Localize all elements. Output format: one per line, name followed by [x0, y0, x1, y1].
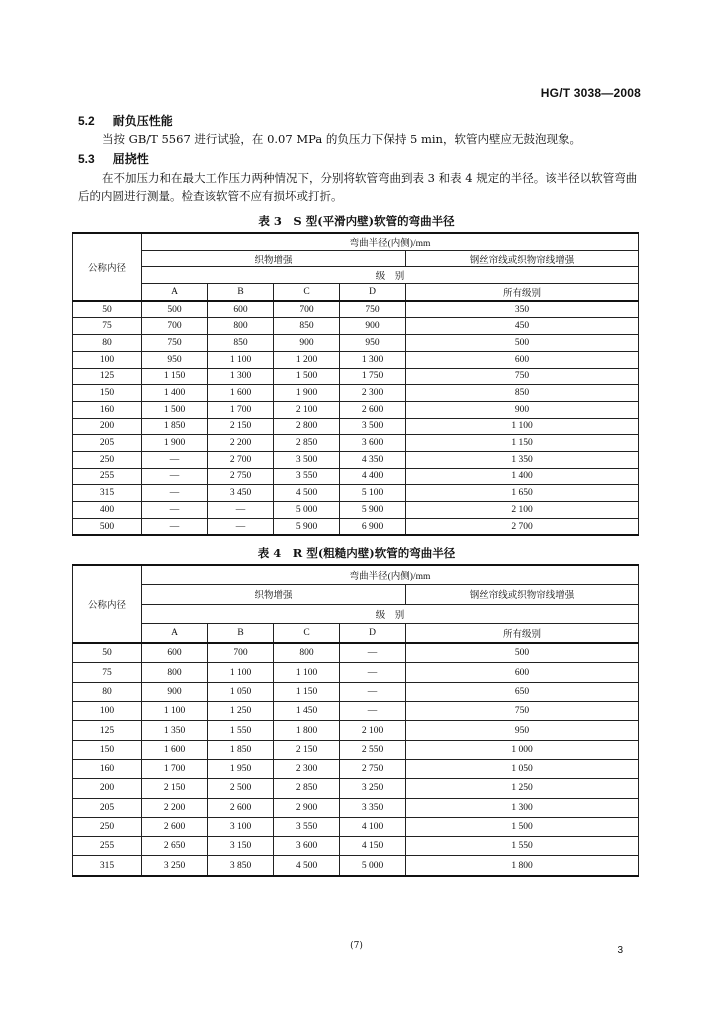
table-cell: 1 400 — [142, 385, 208, 402]
table-cell: — — [340, 663, 406, 682]
table-cell: 2 100 — [274, 401, 340, 418]
table-cell: 600 — [406, 351, 639, 368]
table-cell: 2 100 — [340, 721, 406, 740]
row-header-nominal: 160 — [73, 401, 142, 418]
table-cell: — — [142, 451, 208, 468]
table-cell: 1 500 — [274, 368, 340, 385]
table-row — [73, 485, 639, 502]
table-cell: 1 250 — [406, 779, 639, 798]
table-cell: 900 — [142, 682, 208, 701]
table-cell: 2 100 — [406, 502, 639, 519]
table-cell: 3 600 — [340, 435, 406, 452]
table-cell: 2 550 — [340, 740, 406, 759]
table-cell: 5 000 — [274, 502, 340, 519]
table-cell: 450 — [406, 318, 639, 335]
table-cell: 700 — [142, 318, 208, 335]
table-cell: 850 — [274, 318, 340, 335]
table-cell: 3 550 — [274, 468, 340, 485]
table-cell: 950 — [340, 335, 406, 352]
row-header-nominal: 50 — [73, 643, 142, 663]
row-header-nominal: 80 — [73, 682, 142, 701]
table-row — [73, 418, 639, 435]
section-5-3-text: 在不加压力和在最大工作压力两种情况下，分别将软管弯曲到表 3 和表 4 规定的半径。该半径以软管弯曲后的内圆进行测量。检查该软管不应有损坏或打折。 — [78, 171, 638, 203]
col-header-nominal: 公称内径 — [73, 233, 142, 301]
table-cell: — — [340, 643, 406, 663]
table-cell: 1 550 — [406, 837, 639, 856]
row-header-nominal: 150 — [73, 385, 142, 402]
table-cell: 1 500 — [406, 817, 639, 836]
table-row — [73, 502, 639, 519]
table3-caption: 表 3 S 型(平滑内壁)软管的弯曲半径 — [258, 214, 455, 228]
row-header-nominal: 150 — [73, 740, 142, 759]
page-number: 3 — [617, 945, 623, 956]
document-id: HG/T 3038—2008 — [540, 86, 641, 100]
col-header-grade-1: B — [208, 623, 274, 643]
table-cell: 2 200 — [142, 798, 208, 817]
col-header-textile: 织物增强 — [142, 585, 406, 604]
col-header-textile: 织物增强 — [142, 250, 406, 267]
table-cell: 2 600 — [208, 798, 274, 817]
table-cell: 600 — [208, 301, 274, 318]
table-cell: 800 — [274, 643, 340, 663]
table-cell: 2 700 — [208, 451, 274, 468]
table-row — [73, 335, 639, 352]
table-cell: 500 — [406, 335, 639, 352]
table-cell: 3 450 — [208, 485, 274, 502]
table-row — [73, 856, 639, 876]
row-header-nominal: 200 — [73, 779, 142, 798]
row-header-nominal: 315 — [73, 485, 142, 502]
table-cell: — — [142, 468, 208, 485]
table-row — [73, 451, 639, 468]
table-cell: 700 — [274, 301, 340, 318]
table-row — [73, 468, 639, 485]
section-5-2-heading — [78, 112, 173, 129]
table-row — [73, 368, 639, 385]
table-cell: 1 350 — [142, 721, 208, 740]
row-header-nominal: 250 — [73, 451, 142, 468]
row-header-nominal: 160 — [73, 759, 142, 778]
table-cell: 1 150 — [142, 368, 208, 385]
row-header-nominal: 205 — [73, 798, 142, 817]
table-row — [73, 702, 639, 721]
table-row — [73, 817, 639, 836]
table-cell: 600 — [142, 643, 208, 663]
table-cell: 1 000 — [406, 740, 639, 759]
table-cell: 1 900 — [142, 435, 208, 452]
col-header-grade-0: A — [142, 284, 208, 301]
section-5-2-text: 当按 GB/T 5567 进行试验，在 0.07 MPa 的负压力下保持 5 min，软管内壁应无鼓泡现象。 — [102, 132, 581, 146]
table-cell: 3 550 — [274, 817, 340, 836]
table-cell: — — [340, 702, 406, 721]
table-cell: 350 — [406, 301, 639, 318]
table-cell: 2 300 — [340, 385, 406, 402]
table-cell: 900 — [340, 318, 406, 335]
table-cell: 750 — [406, 702, 639, 721]
table-row — [73, 837, 639, 856]
row-header-nominal: 205 — [73, 435, 142, 452]
table-cell: 4 500 — [274, 485, 340, 502]
row-header-nominal: 50 — [73, 301, 142, 318]
table-cell: 850 — [208, 335, 274, 352]
table-cell: 2 800 — [274, 418, 340, 435]
table-cell: 2 150 — [142, 779, 208, 798]
table-cell: 1 850 — [208, 740, 274, 759]
table-row — [73, 740, 639, 759]
table-cell: 4 150 — [340, 837, 406, 856]
section-5-3-heading — [78, 150, 149, 167]
table-cell: 800 — [142, 663, 208, 682]
table-cell: 3 500 — [274, 451, 340, 468]
col-header-grade-0: A — [142, 623, 208, 643]
table-cell: 6 900 — [340, 518, 406, 535]
col-header-wire: 钢丝帘线或织物帘线增强 — [406, 585, 639, 604]
table-cell: 1 050 — [406, 759, 639, 778]
row-header-nominal: 100 — [73, 351, 142, 368]
table-cell: 1 900 — [274, 385, 340, 402]
table-cell: 950 — [406, 721, 639, 740]
table-row — [73, 643, 639, 663]
section-title: 耐负压性能 — [112, 114, 173, 128]
table-cell: 1 100 — [274, 663, 340, 682]
table-row — [73, 385, 639, 402]
table-cell: 750 — [142, 335, 208, 352]
table-cell: 4 500 — [274, 856, 340, 876]
table-cell: 1 450 — [274, 702, 340, 721]
table-cell: 5 100 — [340, 485, 406, 502]
table-cell: 1 150 — [274, 682, 340, 701]
table-cell: — — [142, 485, 208, 502]
table-cell: 3 500 — [340, 418, 406, 435]
page-marker: (7) — [350, 941, 363, 951]
table-cell: 1 750 — [340, 368, 406, 385]
table-row — [73, 682, 639, 701]
table-cell: 1 300 — [406, 798, 639, 817]
row-header-nominal: 125 — [73, 721, 142, 740]
row-header-nominal: 80 — [73, 335, 142, 352]
table-cell: 1 500 — [142, 401, 208, 418]
table-cell: 1 400 — [406, 468, 639, 485]
table-cell: 1 550 — [208, 721, 274, 740]
row-header-nominal: 200 — [73, 418, 142, 435]
table-cell: 2 900 — [274, 798, 340, 817]
table-cell: 1 100 — [406, 418, 639, 435]
table-cell: 3 250 — [340, 779, 406, 798]
table-cell: 1 200 — [274, 351, 340, 368]
col-header-grade: 级 别 — [142, 267, 639, 284]
col-header-grade-3: D — [340, 623, 406, 643]
table3 — [72, 232, 639, 536]
section-number: 5.3 — [78, 152, 95, 166]
table-cell: 3 350 — [340, 798, 406, 817]
table-cell: 1 850 — [142, 418, 208, 435]
table-cell: 1 350 — [406, 451, 639, 468]
table-cell: 800 — [208, 318, 274, 335]
table-cell: — — [142, 502, 208, 519]
table-row — [73, 351, 639, 368]
row-header-nominal: 315 — [73, 856, 142, 876]
row-header-nominal: 100 — [73, 702, 142, 721]
table-row — [73, 401, 639, 418]
table-cell: 2 600 — [142, 817, 208, 836]
table-cell: 1 800 — [406, 856, 639, 876]
table-cell: 750 — [406, 368, 639, 385]
table-cell: 2 750 — [340, 759, 406, 778]
table-cell: 2 150 — [208, 418, 274, 435]
table-cell: 1 300 — [340, 351, 406, 368]
table-cell: — — [340, 682, 406, 701]
table-cell: 1 700 — [208, 401, 274, 418]
row-header-nominal: 400 — [73, 502, 142, 519]
table-cell: 2 850 — [274, 435, 340, 452]
col-header-grade: 级 别 — [142, 604, 639, 623]
table-cell: 2 500 — [208, 779, 274, 798]
table-cell: 2 600 — [340, 401, 406, 418]
col-header-radius: 弯曲半径(内侧)/mm — [142, 233, 639, 250]
row-header-nominal: 250 — [73, 817, 142, 836]
table-cell: 3 100 — [208, 817, 274, 836]
table-row — [73, 301, 639, 318]
table-cell: 650 — [406, 682, 639, 701]
col-header-grade-2: C — [274, 623, 340, 643]
table-row — [73, 798, 639, 817]
table-cell: 1 300 — [208, 368, 274, 385]
table-cell: 500 — [406, 643, 639, 663]
table-cell: 850 — [406, 385, 639, 402]
row-header-nominal: 125 — [73, 368, 142, 385]
table-cell: 2 850 — [274, 779, 340, 798]
table-cell: 1 100 — [142, 702, 208, 721]
table-row — [73, 318, 639, 335]
col-header-grade-3: D — [340, 284, 406, 301]
table-cell: 2 750 — [208, 468, 274, 485]
col-header-wire: 钢丝帘线或织物帘线增强 — [406, 250, 639, 267]
table-cell: 5 000 — [340, 856, 406, 876]
row-header-nominal: 500 — [73, 518, 142, 535]
table-cell: 1 800 — [274, 721, 340, 740]
table-row — [73, 779, 639, 798]
table-cell: 1 150 — [406, 435, 639, 452]
table-cell: 4 100 — [340, 817, 406, 836]
table-cell: 700 — [208, 643, 274, 663]
col-header-grade-1: B — [208, 284, 274, 301]
table-cell: 1 600 — [142, 740, 208, 759]
table-cell: 2 200 — [208, 435, 274, 452]
table-cell: — — [208, 502, 274, 519]
row-header-nominal: 75 — [73, 318, 142, 335]
table-cell: 1 700 — [142, 759, 208, 778]
table-cell: 900 — [406, 401, 639, 418]
table-cell: 3 250 — [142, 856, 208, 876]
col-header-nominal: 公称内径 — [73, 565, 142, 643]
col-header-grade-2: C — [274, 284, 340, 301]
table-cell: — — [142, 518, 208, 535]
table-cell: 1 100 — [208, 351, 274, 368]
table4 — [72, 564, 639, 877]
col-header-grade-4: 所有级别 — [406, 623, 639, 643]
row-header-nominal: 255 — [73, 837, 142, 856]
table-row — [73, 518, 639, 535]
table-cell: 1 100 — [208, 663, 274, 682]
table-row — [73, 759, 639, 778]
table-cell: 3 850 — [208, 856, 274, 876]
section-number: 5.2 — [78, 114, 95, 128]
table-row — [73, 721, 639, 740]
section-title: 屈挠性 — [112, 152, 149, 166]
col-header-grade-4: 所有级别 — [406, 284, 639, 301]
table-cell: 2 700 — [406, 518, 639, 535]
table-cell: 3 150 — [208, 837, 274, 856]
table-cell: 950 — [142, 351, 208, 368]
table-cell: 4 400 — [340, 468, 406, 485]
table-cell: 2 150 — [274, 740, 340, 759]
table-cell: 5 900 — [274, 518, 340, 535]
table4-caption: 表 4 R 型(粗糙内壁)软管的弯曲半径 — [257, 546, 456, 560]
table-cell: 4 350 — [340, 451, 406, 468]
table-cell: 750 — [340, 301, 406, 318]
table-cell: 600 — [406, 663, 639, 682]
table-cell: 1 950 — [208, 759, 274, 778]
row-header-nominal: 255 — [73, 468, 142, 485]
table-row — [73, 435, 639, 452]
row-header-nominal: 75 — [73, 663, 142, 682]
table-cell: 1 650 — [406, 485, 639, 502]
table-cell: 1 050 — [208, 682, 274, 701]
table-cell: 1 600 — [208, 385, 274, 402]
table-cell: 5 900 — [340, 502, 406, 519]
table-cell: 500 — [142, 301, 208, 318]
table-cell: 1 250 — [208, 702, 274, 721]
table-cell: 2 650 — [142, 837, 208, 856]
table-row — [73, 663, 639, 682]
col-header-radius: 弯曲半径(内侧)/mm — [142, 565, 639, 585]
table-cell: 2 300 — [274, 759, 340, 778]
table-cell: 3 600 — [274, 837, 340, 856]
table-cell: — — [208, 518, 274, 535]
table-cell: 900 — [274, 335, 340, 352]
